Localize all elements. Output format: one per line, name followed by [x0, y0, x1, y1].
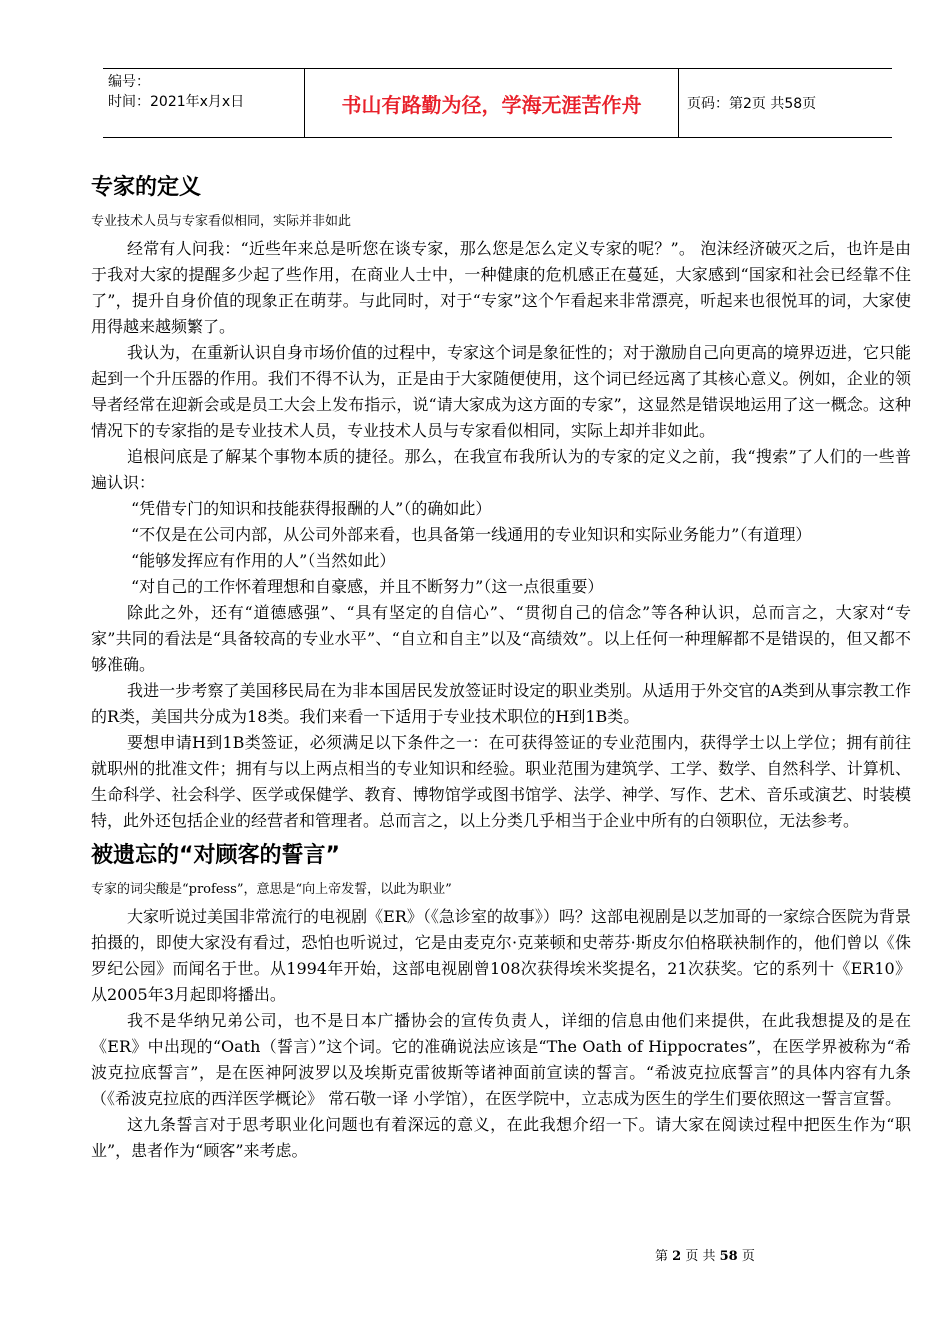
- quote-line: “凭借专门的知识和技能获得报酬的人”（的确如此）: [131, 499, 492, 518]
- paragraph: 我认为，在重新认识自身市场价值的过程中，专家这个词是象征性的；对于激励自己向更高的境界迈进，它只能起到一个升压器的作用。我们不得不认为，正是由于大家随便使用，这个词已经远离了其核心意义。例如，企业的领导者经常在迎新会或是员工大会上发布指示，说“请大家成为这方面的专家”，这显然是错误地运用了这一概念。这种情况下的专家指的是专业技术人员，专业技术人员与专家看似相同，实际上却并非如此。: [91, 343, 912, 440]
- header-meta: [103, 69, 304, 137]
- paragraph: 经常有人问我：“近些年来总是听您在谈专家，那么您是怎么定义专家的呢？”。 泡沫经济破灭之后，也许是由于我对大家的提醒多少起了些作用，在商业人士中，一种健康的危机感正在蔓延，大家感到“国家和社会已经靠不住了”，提升自身价值的现象正在萌芽。与此同时，对于“专家”这个乍看起来非常漂亮，听起来也很悦耳的词，大家使用得越来越频繁了。: [91, 239, 911, 336]
- paragraph: 除此之外，还有“道德感强”、“具有坚定的自信心”、“贯彻自己的信念”等各种认识，总而言之，大家对“专家”共同的看法是“具备较高的专业水平”、“自立和自主”以及“高绩效”。以上任何一种理解都不是错误的，但又都不够准确。: [91, 603, 911, 674]
- footer-page: 2: [672, 1249, 682, 1264]
- header-motto: 书山有路勤为径，学海无涯苦作舟: [304, 69, 679, 137]
- footer-prefix: 第: [655, 1249, 673, 1264]
- header-number: 编号：: [108, 74, 150, 90]
- quote-line: “不仅是在公司内部，从公司外部来看，也具备第一线通用的专业知识和实际业务能力”（有道理）: [131, 525, 812, 544]
- page-footer: [655, 1245, 755, 1264]
- quote-line: “能够发挥应有作用的人”（当然如此）: [131, 551, 396, 570]
- section-subtitle: 专业技术人员与专家看似相同，实际并非如此: [91, 214, 352, 229]
- header-page-number: 页码：第2页 共58页: [687, 96, 817, 112]
- footer-middle: 页 共: [681, 1249, 720, 1264]
- section-title-expert-definition: 专家的定义: [91, 175, 202, 200]
- header-date: 时间：2021年x月x日: [108, 94, 245, 110]
- paragraph: 要想申请H到1B类签证，必须满足以下条件之一：在可获得签证的专业范围内，获得学士以上学位；拥有前往就职州的批准文件；拥有与以上两点相当的专业知识和经验。职业范围为建筑学、工学、数学、自然科学、计算机、生命科学、社会科学、医学或保健学、教育、博物馆学或图书馆学、法学、神学、写作、艺术、音乐或演艺、时装模特，此外还包括企业的经营者和管理者。总而言之，以上分类几乎相当于企业中所有的白领职位，无法参考。: [91, 733, 911, 830]
- paragraph: 我进一步考察了美国移民局在为非本国居民发放签证时设定的职业类别。从适用于外交官的A类到从事宗教工作的R类，美国共分成为18类。我们来看一下适用于专业技术职位的H到1B类。: [91, 681, 911, 726]
- paragraph: 这九条誓言对于思考职业化问题也有着深远的意义，在此我想介绍一下。请大家在阅读过程中把医生作为“职业”，患者作为“顾客”来考虑。: [91, 1115, 911, 1160]
- section-title-customer-oath: 被遗忘的“对顾客的誓言”: [91, 843, 340, 868]
- footer-suffix: 页: [737, 1249, 755, 1264]
- section-subtitle: 专家的词尖酸是“profess”，意思是“向上帝发誓，以此为职业”: [91, 882, 452, 897]
- paragraph: 追根问底是了解某个事物本质的捷径。那么，在我宣布我所认为的专家的定义之前，我“搜索”了人们的一些普遍认识：: [91, 447, 911, 492]
- footer-total: 58: [719, 1249, 738, 1264]
- paragraph: 我不是华纳兄弟公司，也不是日本广播协会的宣传负责人，详细的信息由他们来提供，在此我想提及的是在《ER》中出现的“Oath（誓言）”这个词。它的准确说法应该是“The Oath of Hippocrates”，在医学界被称为“希波克拉底誓言”，是在医神阿波罗以及埃斯克雷彼斯等诸神面前宣读的誓言。“希波克拉底誓言”的具体内容有九条（《希波克拉底的西洋医学概论》 常石敬一译 小学馆），在医学院中，立志成为医生的学生们要依照这一誓言宣誓。: [91, 1011, 911, 1108]
- quote-line: “对自己的工作怀着理想和自豪感，并且不断努力”（这一点很重要）: [131, 577, 604, 596]
- page-header: [103, 68, 892, 138]
- paragraph: 大家听说过美国非常流行的电视剧《ER》（《急诊室的故事》）吗？这部电视剧是以芝加哥的一家综合医院为背景拍摄的，即使大家没有看过，恐怕也听说过，它是由麦克尔·克莱顿和史蒂芬·斯皮尔伯格联袂制作的，他们曾以《侏罗纪公园》而闻名于世。从1994年开始，这部电视剧曾108次获得埃米奖提名，21次获奖。它的系列十《ER10》从2005年3月起即将播出。: [91, 907, 911, 1004]
- document-body: [91, 172, 911, 1164]
